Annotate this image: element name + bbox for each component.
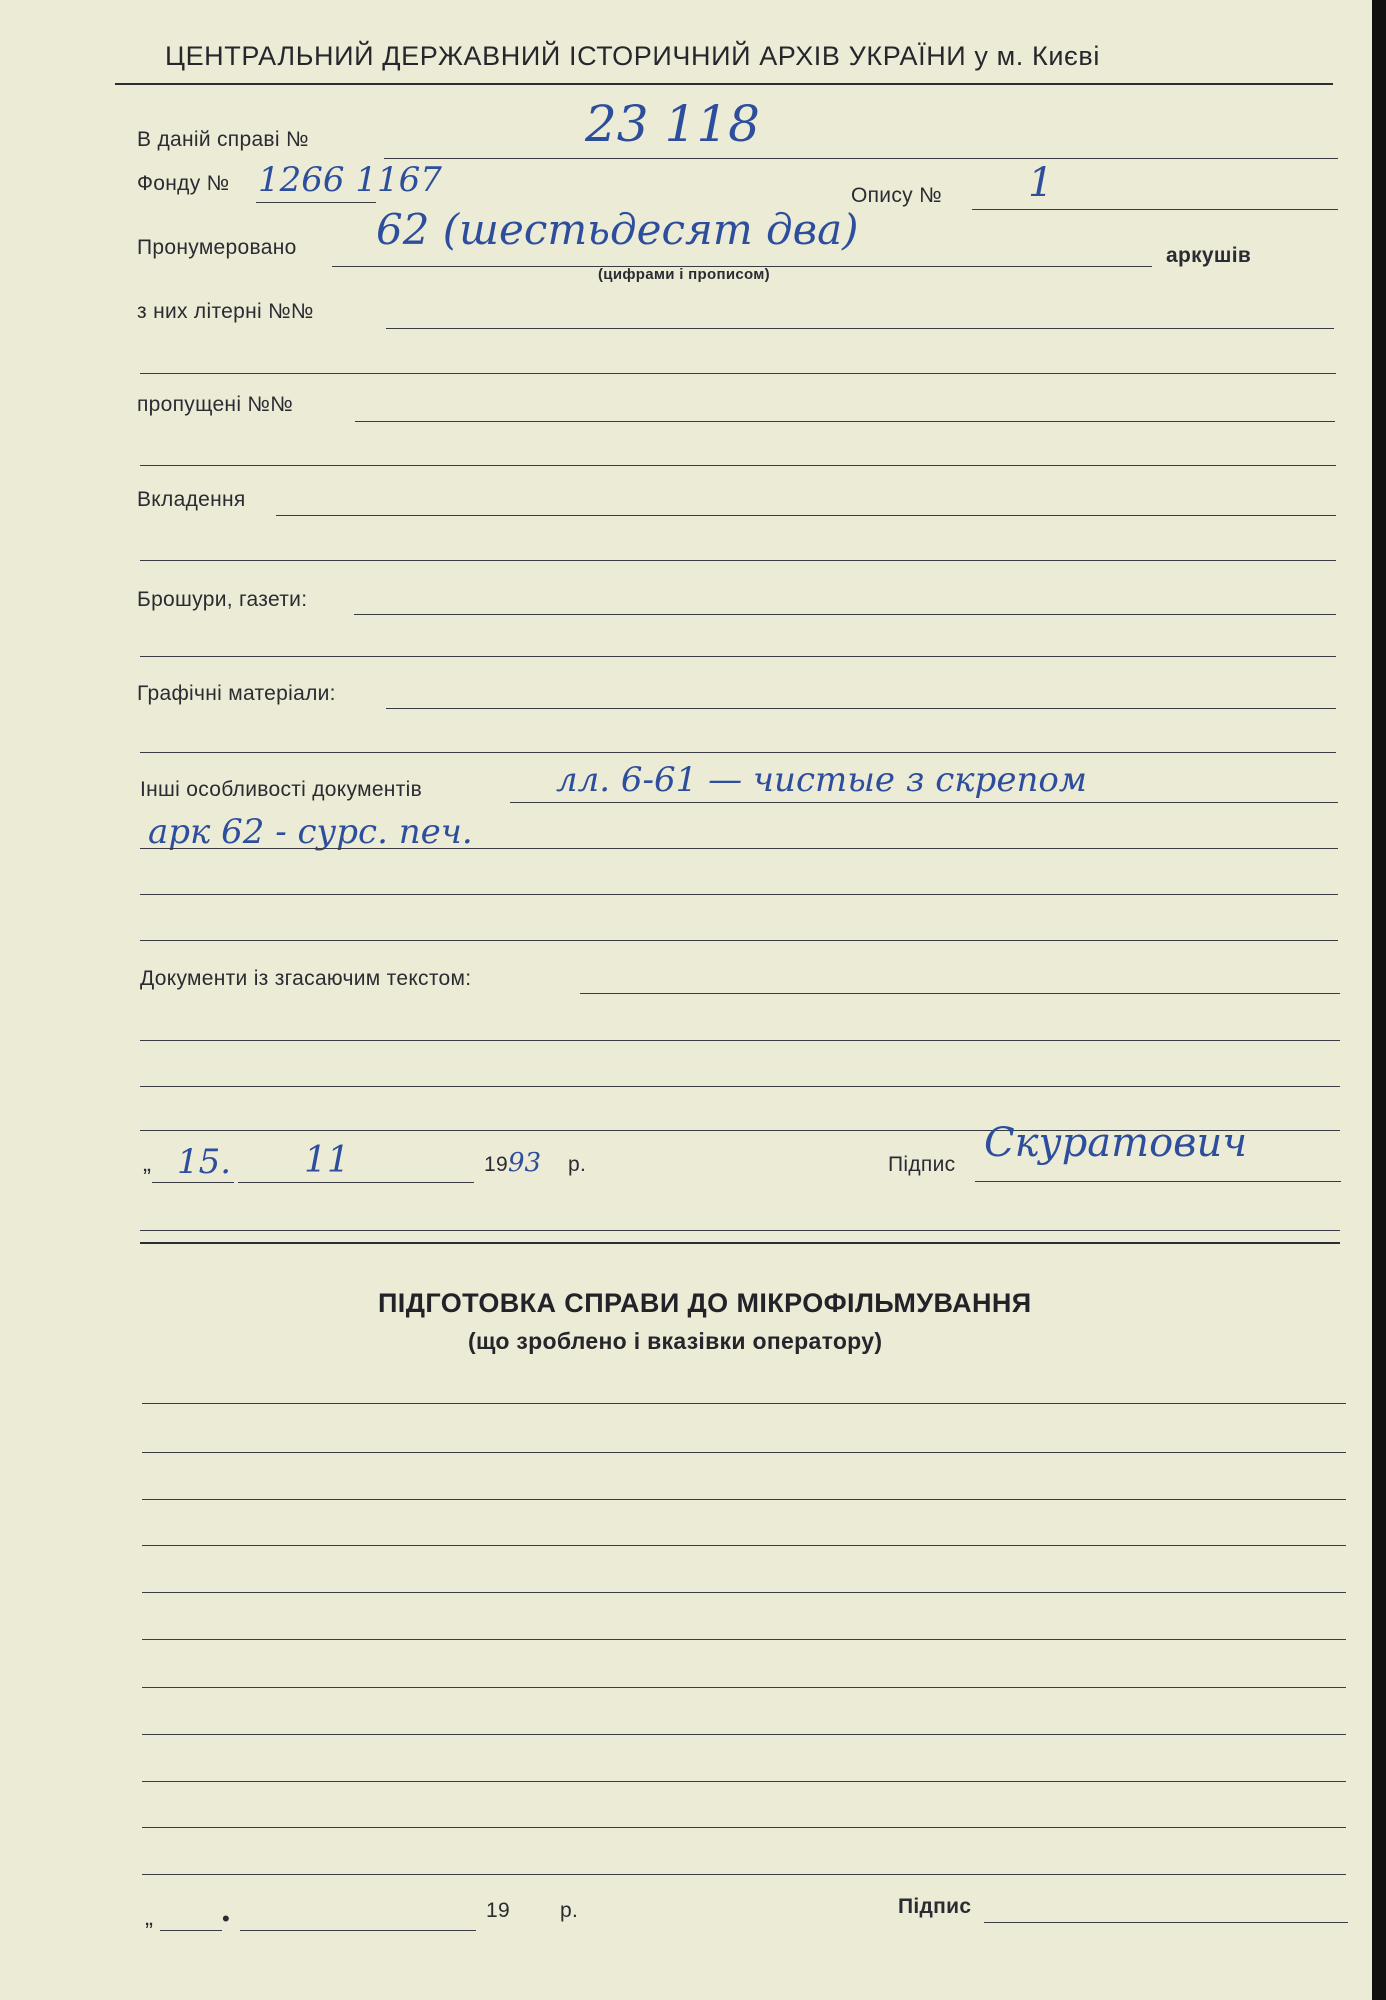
other-line-3 <box>140 894 1338 895</box>
microfilm-date-dot: • <box>222 1906 231 1931</box>
microfilm-signature-line <box>984 1922 1348 1923</box>
brochures-line <box>354 614 1336 615</box>
inventory-label: Опису № <box>851 184 942 207</box>
microfilm-subtitle: (що зроблено і вказівки оператору) <box>468 1328 883 1354</box>
microfilm-line-6 <box>142 1639 1346 1640</box>
graphic-line <box>386 708 1336 709</box>
microfilm-title: ПІДГОТОВКА СПРАВИ ДО МІКРОФІЛЬМУВАННЯ <box>378 1288 1032 1318</box>
inventory-value: 1 <box>1028 160 1054 206</box>
enclosures-label: Вкладення <box>137 488 246 511</box>
letter-line <box>386 328 1334 329</box>
other-value-2: арк 62 - сурс. печ. <box>148 812 473 852</box>
microfilm-line-8 <box>142 1734 1346 1735</box>
other-line-4 <box>140 940 1338 941</box>
graphic-line-2 <box>140 752 1336 753</box>
date-quote: „ <box>143 1150 152 1177</box>
letter-line-2 <box>140 373 1336 374</box>
case-value: 23 118 <box>585 95 760 153</box>
skipped-line <box>355 421 1335 422</box>
microfilm-line-10 <box>142 1827 1346 1828</box>
fading-line-2 <box>140 1040 1340 1041</box>
other-line-2 <box>140 848 1338 849</box>
case-label: В даній справі № <box>137 128 309 151</box>
header-underline <box>115 83 1333 85</box>
fading-label: Документи із згасаючим текстом: <box>140 967 472 990</box>
archive-title: ЦЕНТРАЛЬНИЙ ДЕРЖАВНИЙ ІСТОРИЧНИЙ АРХІВ УКРАЇНИ у м. Києві <box>165 41 1100 71</box>
numbered-value: 62 (шестьдесят два) <box>376 205 859 254</box>
inventory-line <box>972 209 1338 210</box>
brochures-line-2 <box>140 656 1336 657</box>
date-day-line <box>152 1182 234 1183</box>
fading-line-3 <box>140 1086 1340 1087</box>
microfilm-year-prefix: 19 <box>486 1899 510 1922</box>
microfilm-line-3 <box>142 1499 1346 1500</box>
brochures-label: Брошури, газети: <box>137 588 308 611</box>
microfilm-line-9 <box>142 1781 1346 1782</box>
skipped-line-2 <box>140 465 1336 466</box>
microfilm-line-1 <box>142 1403 1346 1404</box>
microfilm-signature-label: Підпис <box>898 1895 972 1918</box>
fading-line <box>580 993 1340 994</box>
other-label: Інші особливості документів <box>140 778 423 801</box>
other-line <box>510 802 1338 803</box>
microfilm-year-suffix: р. <box>560 1899 579 1922</box>
date-year-hand: 93 <box>508 1148 542 1178</box>
fund-label: Фонду № <box>137 172 230 195</box>
date-day: 15. <box>177 1142 232 1182</box>
microfilm-line-7 <box>142 1687 1346 1688</box>
graphic-label: Графічні матеріали: <box>137 682 336 705</box>
section-divider-1 <box>140 1230 1340 1231</box>
case-line <box>384 158 1338 159</box>
date-month: 11 <box>304 1140 350 1181</box>
section-divider-2 <box>140 1242 1340 1244</box>
letter-label: з них літерні №№ <box>137 300 314 323</box>
microfilm-line-4 <box>142 1545 1346 1546</box>
microfilm-date-quote: „ <box>145 1904 154 1931</box>
fund-line <box>256 202 376 203</box>
numbered-label: Пронумеровано <box>137 236 297 259</box>
microfilm-line-11 <box>142 1874 1346 1875</box>
signature-label: Підпис <box>888 1153 956 1176</box>
fund-value: 1266 1167 <box>258 160 442 200</box>
numbered-hint: (цифрами і прописом) <box>598 266 770 283</box>
date-suffix: р. <box>568 1153 587 1176</box>
other-value-1: лл. 6-61 — чистые з скрепом <box>556 760 1088 800</box>
date-month-line <box>238 1182 474 1183</box>
sheets-label: аркушів <box>1166 244 1252 267</box>
microfilm-line-5 <box>142 1592 1346 1593</box>
signature-line <box>975 1181 1341 1182</box>
skipped-label: пропущені №№ <box>137 393 294 416</box>
enclosures-line <box>276 515 1336 516</box>
signature-value: Скуратович <box>984 1120 1248 1166</box>
microfilm-day-line <box>160 1930 222 1931</box>
microfilm-month-line <box>240 1930 476 1931</box>
microfilm-line-2 <box>142 1452 1346 1453</box>
date-year-prefix: 19 <box>484 1153 508 1176</box>
enclosures-line-2 <box>140 560 1336 561</box>
